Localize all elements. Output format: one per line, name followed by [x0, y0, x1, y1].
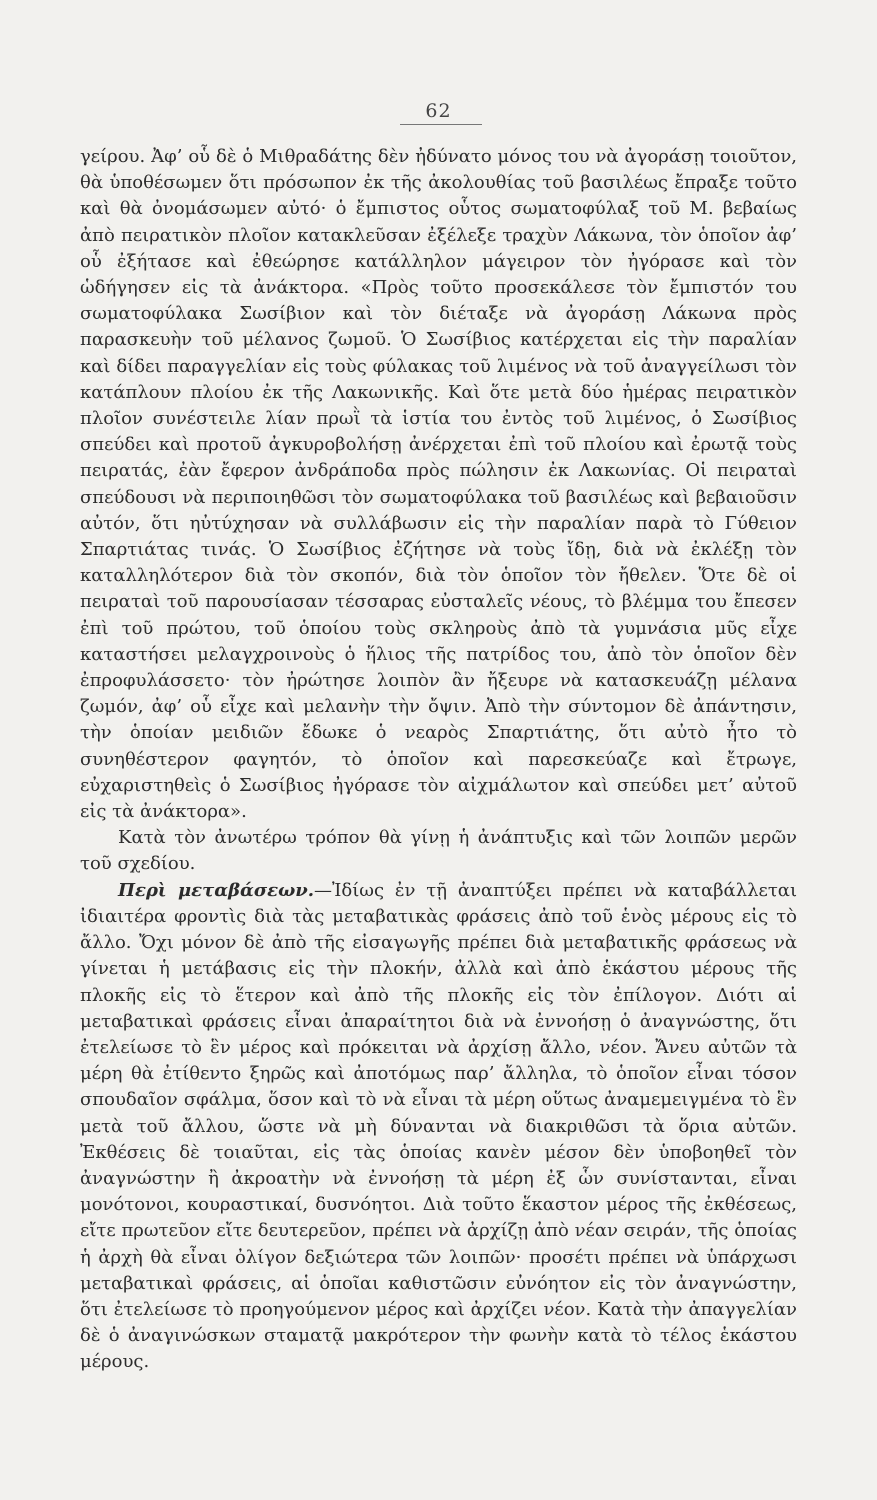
- paragraph-summary: Κατὰ τὸν ἀνωτέρω τρόπον θὰ γίνῃ ἡ ἀνάπτυξις καὶ τῶν λοιπῶν μερῶν τοῦ σχεδίου.: [80, 827, 797, 875]
- section-body: —Ἰδίως ἐν τῇ ἀναπτύξει πρέπει νὰ καταβάλλεται ἰδιαιτέρα φροντὶς διὰ τὰς μεταβατικὰς φράσεις ἀπὸ τοῦ ἑνὸς μέρους εἰς τὸ ἄλλο. Ὄχι μόνον δὲ ἀπὸ τῆς εἰσαγωγῆς πρέπει διὰ μεταβατικῆς φράσεως νὰ γίνεται ἡ μετάβασις εἰς τὴν πλοκήν, ἀλλὰ καὶ ἀπὸ ἑκάστου μέρους τῆς πλοκῆς εἰς τὸ ἕτερον καὶ ἀπὸ τῆς πλοκῆς εἰς τὸν ἐπίλογον. Διότι αἱ μεταβατικαὶ φράσεις εἶναι ἀπαραίτητοι διὰ νὰ ἐννοήσῃ ὁ ἀναγνώστης, ὅτι ἐτελείωσε τὸ ἓν μέρος καὶ πρόκειται νὰ ἀρχίσῃ ἄλλο, νέον. Ἄνευ αὐτῶν τὰ μέρη θὰ ἐτίθεντο ξηρῶς καὶ ἀποτόμως παρ’ ἄλληλα, τὸ ὁποῖον εἶναι τόσον σπουδαῖον σφάλμα, ὅσον καὶ τὸ νὰ εἶναι τὰ μέρη οὕτως ἀναμεμειγμένα τὸ ἓν μετὰ τοῦ ἄλλου, ὥστε νὰ μὴ δύνανται νὰ διακριθῶσι τὰ ὅρια αὐτῶν. Ἐκθέσεις δὲ τοιαῦται, εἰς τὰς ὁποίας κανὲν μέσον δὲν ὑποβοηθεῖ τὸν ἀναγνώστην ἢ ἀκροατὴν νὰ ἐννοήσῃ τὰ μέρη ἐξ ὧν συνίστανται, εἶναι μονότονοι, κουραστικαί, δυσνόητοι. Διὰ τοῦτο ἕκαστον μέρος τῆς ἐκθέσεως, εἴτε πρωτεῦον εἴτε δευτερεῦον, πρέπει νὰ ἀρχίζῃ ἀπὸ νέαν σειράν, τῆς ὁποίας ἡ ἀρχὴ θὰ εἶναι ὀλίγον δεξιώτερα τῶν λοιπῶν· προσέτι πρέπει νὰ ὑπάρχωσι μεταβατικαὶ φράσεις, αἱ ὁποῖαι καθιστῶσιν εὐνόητον εἰς τὸν ἀναγνώστην, ὅτι ἐτελείωσε τὸ προηγούμενον μέρος καὶ ἀρχίζει νέον. Κατὰ τὴν ἀπαγγελίαν δὲ ὁ ἀναγινώσκων σταματᾷ μακρότερον τὴν φωνὴν κατὰ τὸ τέλος ἑκάστου μέρους.: [80, 879, 798, 1373]
- paragraph-transitions: [80, 878, 797, 1376]
- page-number-rule: [400, 124, 482, 125]
- page-number: 62: [425, 100, 452, 122]
- paragraph-continuation: γείρου. Ἀφ’ οὗ δὲ ὁ Μιθραδάτης δὲν ἠδύνατο μόνος του νὰ ἀγοράσῃ τοιοῦτον, θὰ ὑποθέσωμεν ὅτι πρόσωπον ἐκ τῆς ἀκολουθίας τοῦ βασιλέως ἔπραξε τοῦτο καὶ θὰ ὀνομάσωμεν αὐτό· ὁ ἔμπιστος οὗτος σωματοφύλαξ τοῦ Μ. βεβαίως ἀπὸ πειρατικὸν πλοῖον κατακλεῦσαν ἐξέλεξε τραχὺν Λάκωνα, τὸν ὁποῖον ἀφ’ οὗ ἐξήτασε καὶ ἐθεώρησε κατάλληλον μάγειρον τὸν ἠγόρασε καὶ τὸν ὡδήγησεν εἰς τὰ ἀνάκτορα. «Πρὸς τοῦτο προσεκάλεσε τὸν ἔμπιστόν του σωματοφύλακα Σωσίβιον καὶ τὸν διέταξε νὰ ἀγοράσῃ Λάκωνα πρὸς παρασκευὴν τοῦ μέλανος ζωμοῦ. Ὁ Σωσίβιος κατέρχεται εἰς τὴν παραλίαν καὶ δίδει παραγγελίαν εἰς τοὺς φύλακας τοῦ λιμένος νὰ τοῦ ἀναγγείλωσι τὸν κατάπλουν πλοίου ἐκ τῆς Λακωνικῆς. Καὶ ὅτε μετὰ δύο ἡμέρας πειρατικὸν πλοῖον συνέστειλε λίαν πρωῒ τὰ ἱστία του ἐντὸς τοῦ λιμένος, ὁ Σωσίβιος σπεύδει καὶ προτοῦ ἀγκυροβολήσῃ ἀνέρχεται ἐπὶ τοῦ πλοίου καὶ ἐρωτᾷ τοὺς πειρατάς, ἐὰν ἔφερον ἀνδράποδα πρὸς πώλησιν ἐκ Λακωνίας. Οἱ πειραταὶ σπεύδουσι νὰ περιποιηθῶσι τὸν σωματοφύλακα τοῦ βασιλέως καὶ βεβαιοῦσιν αὐτόν, ὅτι ηὐτύχησαν νὰ συλλάβωσιν εἰς τὴν παραλίαν παρὰ τὸ Γύθειον Σπαρτιάτας τινάς. Ὁ Σωσίβιος ἐζήτησε νὰ τοὺς ἴδῃ, διὰ νὰ ἐκλέξῃ τὸν καταλληλότερον διὰ τὸν σκοπόν, διὰ τὸν ὁποῖον τὸν ἤθελεν. Ὅτε δὲ οἱ πειραταὶ τοῦ παρουσίασαν τέσσαρας εὐσταλεῖς νέους, τὸ βλέμμα του ἔπεσεν ἐπὶ τοῦ πρώτου, τοῦ ὁποίου τοὺς σκληροὺς ἀπὸ τὰ γυμνάσια μῦς εἶχε καταστήσει μελαγχροινοὺς ὁ ἥλιος τῆς πατρίδος του, ἀπὸ τὸν ὁποῖον δὲν ἐπροφυλάσσετο· τὸν ἠρώτησε λοιπὸν ἂν ἤξευρε νὰ κατασκευάζῃ μέλανα ζωμόν, ἀφ’ οὗ εἶχε καὶ μελανὴν τὴν ὄψιν. Ἀπὸ τὴν σύντομον δὲ ἀπάντησιν, τὴν ὁποίαν μειδιῶν ἔδωκε ὁ νεαρὸς Σπαρτιάτης, ὅτι αὐτὸ ἦτο τὸ συνηθέστερον φαγητόν, τὸ ὁποῖον καὶ παρεσκεύαζε καὶ ἔτρωγε, εὐχαριστηθεὶς ὁ Σωσίβιος ἠγόρασε τὸν αἰχμάλωτον καὶ σπεύδει μετ’ αὐτοῦ εἰς τὰ ἀνάκτορα».: [80, 146, 797, 823]
- section-heading: Περὶ μεταβάσεων.: [118, 879, 314, 901]
- text-block: [80, 144, 797, 1376]
